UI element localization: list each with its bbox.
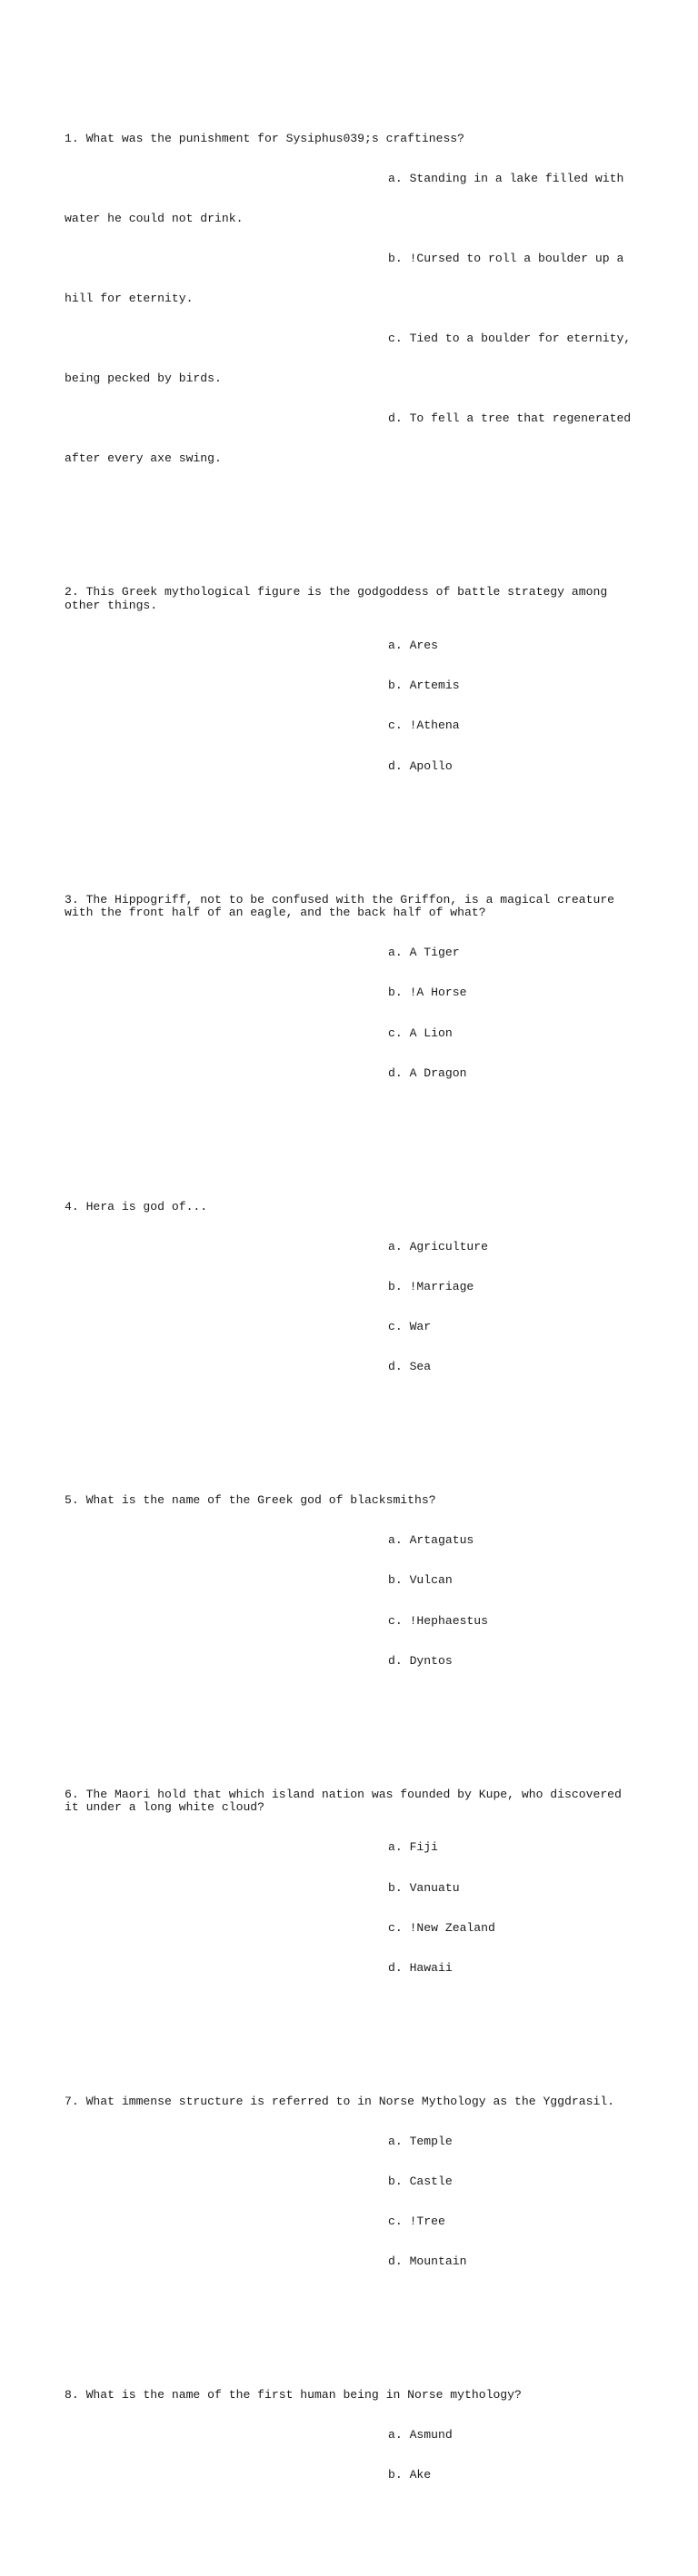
- question-text: 7. What immense structure is referred to in Norse Mythology as the Yggdrasil.: [65, 2094, 615, 2108]
- answer-option: [65, 2469, 637, 2482]
- question-text: 4. Hera is god of...: [65, 1199, 208, 1214]
- answer-text: b. !Marriage: [388, 1279, 474, 1293]
- answer-text: a. Temple: [388, 2134, 453, 2148]
- answer-text: c. !New Zealand: [388, 1920, 495, 1935]
- question-8: [65, 2363, 637, 2510]
- answer-text: c. !Tree: [388, 2214, 445, 2229]
- answer-text: d. Dyntos: [388, 1653, 453, 1668]
- question-text: 5. What is the name of the Greek god of blacksmiths?: [65, 1493, 436, 1508]
- answer-text: b. Artemis: [388, 679, 460, 693]
- answer-text: b. !Cursed to roll a boulder up a: [388, 251, 624, 265]
- answer-option: [65, 1321, 637, 1334]
- question-3: [65, 867, 637, 1107]
- answer-text: a. Standing in a lake filled with: [388, 171, 624, 185]
- answer-option: [65, 173, 637, 186]
- answer-text: a. A Tiger: [388, 946, 460, 960]
- answer-text: c. War: [388, 1320, 432, 1334]
- question-text: 3. The Hippogriff, not to be confused with the Griffon, is a magical creature with the front half of an eagle, and the back half of what?: [65, 892, 622, 920]
- answer-option: [65, 2215, 637, 2229]
- answer-text: b. Vulcan: [388, 1573, 453, 1588]
- answer-option: [65, 1241, 637, 1254]
- answer-option: [65, 760, 637, 774]
- answer-continuation: water he could not drink.: [65, 211, 244, 225]
- answer-text: b. Ake: [388, 2468, 432, 2482]
- answer-option: [65, 986, 637, 1000]
- answer-option: [65, 2429, 637, 2442]
- answer-option: [65, 1574, 637, 1588]
- answer-text: a. Agriculture: [388, 1239, 489, 1253]
- answer-option: [65, 1281, 637, 1294]
- answer-option: [65, 1067, 637, 1081]
- answer-option: [65, 2255, 637, 2269]
- answer-text: c. !Athena: [388, 718, 460, 733]
- answer-text: a. Fiji: [388, 1840, 439, 1855]
- answer-option: [65, 679, 637, 693]
- answer-text: b. Vanuatu: [388, 1880, 460, 1895]
- quiz-document: [65, 65, 637, 2576]
- answer-option: [65, 639, 637, 653]
- answer-text: a. Artagatus: [388, 1533, 474, 1548]
- answer-option: [65, 1841, 637, 1855]
- answer-option: [65, 2135, 637, 2149]
- answer-text: d. Hawaii: [388, 1960, 453, 1975]
- answer-continuation: hill for eternity.: [65, 291, 194, 305]
- answer-text: d. To fell a tree that regenerated: [388, 411, 632, 426]
- answer-option: [65, 1027, 637, 1041]
- answer-text: c. !Hephaestus: [388, 1613, 489, 1628]
- question-text: 8. What is the name of the first human being in Norse mythology?: [65, 2388, 522, 2403]
- answer-option: [65, 1615, 637, 1629]
- answer-option: [65, 1922, 637, 1936]
- answer-continuation: after every axe swing.: [65, 451, 222, 466]
- answer-text: d. Mountain: [388, 2254, 467, 2269]
- answer-option: [65, 2175, 637, 2189]
- answer-option: [65, 253, 637, 266]
- question-text: 6. The Maori hold that which island nation was founded by Kupe, who discovered it under a long white cloud?: [65, 1787, 629, 1815]
- answer-text: a. Asmund: [388, 2428, 453, 2442]
- answer-option: [65, 1534, 637, 1548]
- answer-option: [65, 332, 637, 346]
- question-7: [65, 2068, 637, 2295]
- question-text: 1. What was the punishment for Sysiphus039;s craftiness?: [65, 131, 465, 145]
- answer-text: d. Apollo: [388, 758, 453, 773]
- answer-text: b. !A Horse: [388, 986, 467, 1000]
- question-6: [65, 1761, 637, 2002]
- answer-text: b. Castle: [388, 2175, 453, 2188]
- answer-text: c. Tied to a boulder for eternity,: [388, 332, 632, 346]
- question-2: [65, 560, 637, 800]
- answer-option: [65, 719, 637, 733]
- question-text: 2. This Greek mythological figure is the godgoddess of battle strategy among other things.: [65, 585, 615, 613]
- answer-option: [65, 946, 637, 960]
- answer-option: [65, 1361, 637, 1374]
- answer-continuation: being pecked by birds.: [65, 372, 222, 386]
- answer-text: d. Sea: [388, 1360, 432, 1374]
- question-1: [65, 105, 637, 492]
- answer-option: [65, 1655, 637, 1669]
- answer-text: d. A Dragon: [388, 1065, 467, 1080]
- answer-option: [65, 412, 637, 426]
- answer-option: [65, 1882, 637, 1896]
- question-5: [65, 1468, 637, 1695]
- question-4: [65, 1174, 637, 1401]
- answer-text: a. Ares: [388, 639, 439, 653]
- answer-option: [65, 1962, 637, 1976]
- answer-text: c. A Lion: [388, 1025, 453, 1040]
